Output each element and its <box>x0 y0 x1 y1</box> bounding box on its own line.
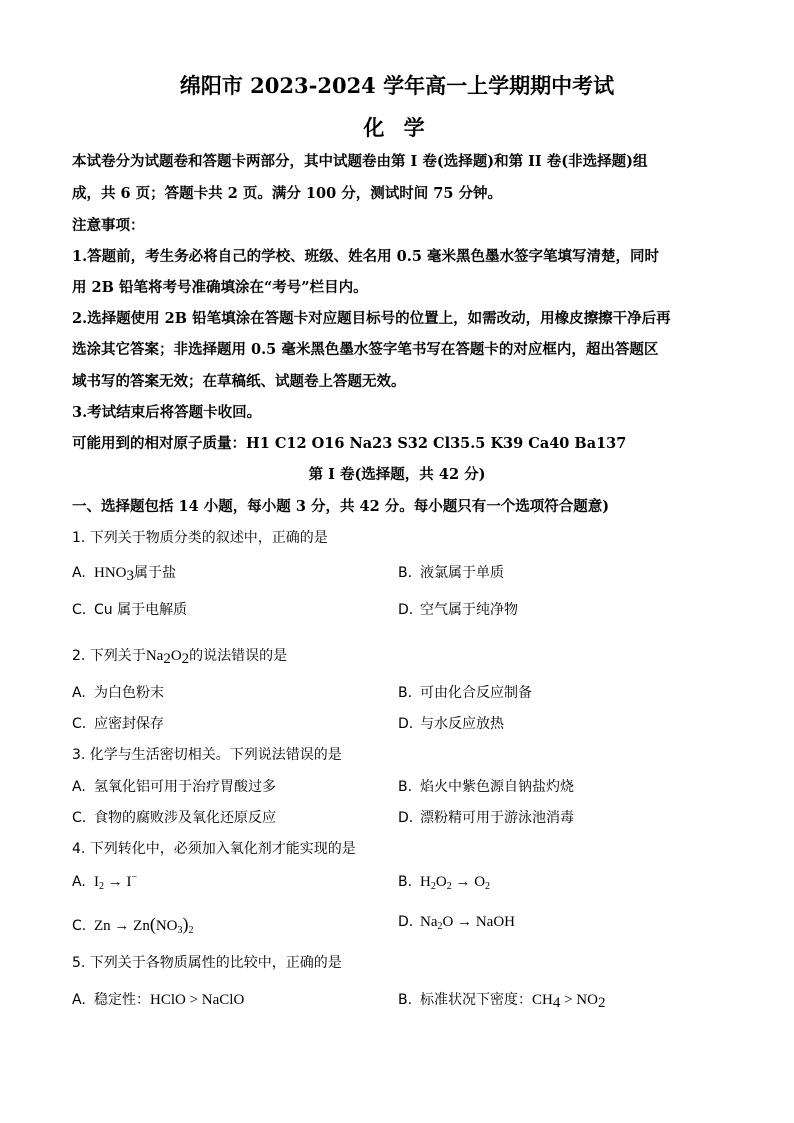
question-4-option-a: A. $I_2 \to I^-$ <box>72 872 138 892</box>
question-2-option-a: A. 为白色粉末 <box>72 685 164 701</box>
question-3-option-c: C. 食物的腐败涉及氧化还原反应 <box>72 810 276 826</box>
question-4-option-b: B. $H_2O_2 \to O_2$ <box>398 874 491 892</box>
question-2-option-d: D. 与水反应放热 <box>398 716 504 732</box>
question-2-stem: 2. 下列关于$Na_2O_2$的说法错误的是 <box>72 648 288 667</box>
intro-line-1: 本试卷分为试题卷和答题卡两部分，其中试题卷由第 I 卷(选择题)和第 II 卷(非选择题)组 <box>72 153 648 170</box>
question-1-option-c: C. Cu 属于电解质 <box>72 602 188 618</box>
question-5-option-b: B. 标准状况下密度：$CH_4 > NO_2$ <box>398 992 606 1011</box>
atomic-masses: 可能用到的相对原子质量：H1 C12 O16 Na23 S32 Cl35.5 K39 Ca40 Ba137 <box>72 435 627 452</box>
notice-2-line-3: 域书写的答案无效；在草稿纸、试题卷上答题无效。 <box>72 373 406 390</box>
formula-h2o2-to-o2: $H_2O_2 \to O_2$ <box>420 874 491 892</box>
subject-title: 化 学 <box>363 115 431 140</box>
exam-title: 绵阳市 2023-2024 学年高一上学期期中考试 <box>179 73 615 98</box>
notice-1-line-2: 用 2B 铅笔将考号准确填涂在“考号”栏目内。 <box>72 279 368 296</box>
section-instruction: 一、选择题包括 14 小题，每小题 3 分，共 42 分。每小题只有一个选项符合题意) <box>72 498 610 515</box>
formula-na2o-to-naoh: $Na_2O$ → NaOH <box>420 914 515 932</box>
question-3-stem: 3. 化学与生活密切相关。下列说法错误的是 <box>72 747 342 763</box>
formula-zn-to-zn-no3-2: $Zn \to Zn(NO_3)_2$ <box>94 914 194 936</box>
formula-i2-to-i-minus: $I_2 \to I^-$ <box>94 872 138 892</box>
question-4-option-c: C. $Zn \to Zn(NO_3)_2$ <box>72 914 194 936</box>
intro-line-2: 成，共 6 页；答题卡共 2 页。满分 100 分，测试时间 75 分钟。 <box>72 185 503 202</box>
question-4-option-d: D. $Na_2O$ → NaOH <box>398 914 515 932</box>
notice-2-line-1: 2.选择题使用 2B 铅笔填涂在答题卡对应题目标号的位置上，如需改动，用橡皮擦擦干净后再 <box>72 310 671 327</box>
question-2-option-b: B. 可由化合反应制备 <box>398 685 532 701</box>
question-1-option-b: B. 液氯属于单质 <box>398 565 504 581</box>
notice-2-line-2: 选涂其它答案；非选择题用 0.5 毫米黑色墨水签字笔书写在答题卡的对应框内，超出答题区 <box>72 341 659 358</box>
question-3-option-b: B. 焰火中紫色源自钠盐灼烧 <box>398 779 574 795</box>
question-3-option-d: D. 漂粉精可用于游泳池消毒 <box>398 810 574 826</box>
question-1-option-d: D. 空气属于纯净物 <box>398 602 518 618</box>
question-5-option-a: A. 稳定性：HClO > NaClO <box>72 992 245 1008</box>
question-3-option-a: A. 氢氧化铝可用于治疗胃酸过多 <box>72 779 276 795</box>
question-1-option-a: A. $HNO_3$属于盐 <box>72 565 176 584</box>
notice-1-line-1: 1.答题前，考生务必将自己的学校、班级、姓名用 0.5 毫米黑色墨水签字笔填写清楚，同时 <box>72 248 659 265</box>
question-2-option-c: C. 应密封保存 <box>72 716 164 732</box>
question-5-stem: 5. 下列关于各物质属性的比较中，正确的是 <box>72 955 342 971</box>
question-4-stem: 4. 下列转化中，必须加入氧化剂才能实现的是 <box>72 841 356 857</box>
section-title: 第 I 卷(选择题，共 42 分) <box>308 466 486 483</box>
notice-3: 3.考试结束后将答题卡收回。 <box>72 404 262 421</box>
notice-heading: 注意事项： <box>72 217 145 234</box>
question-1-stem: 1. 下列关于物质分类的叙述中，正确的是 <box>72 530 328 546</box>
